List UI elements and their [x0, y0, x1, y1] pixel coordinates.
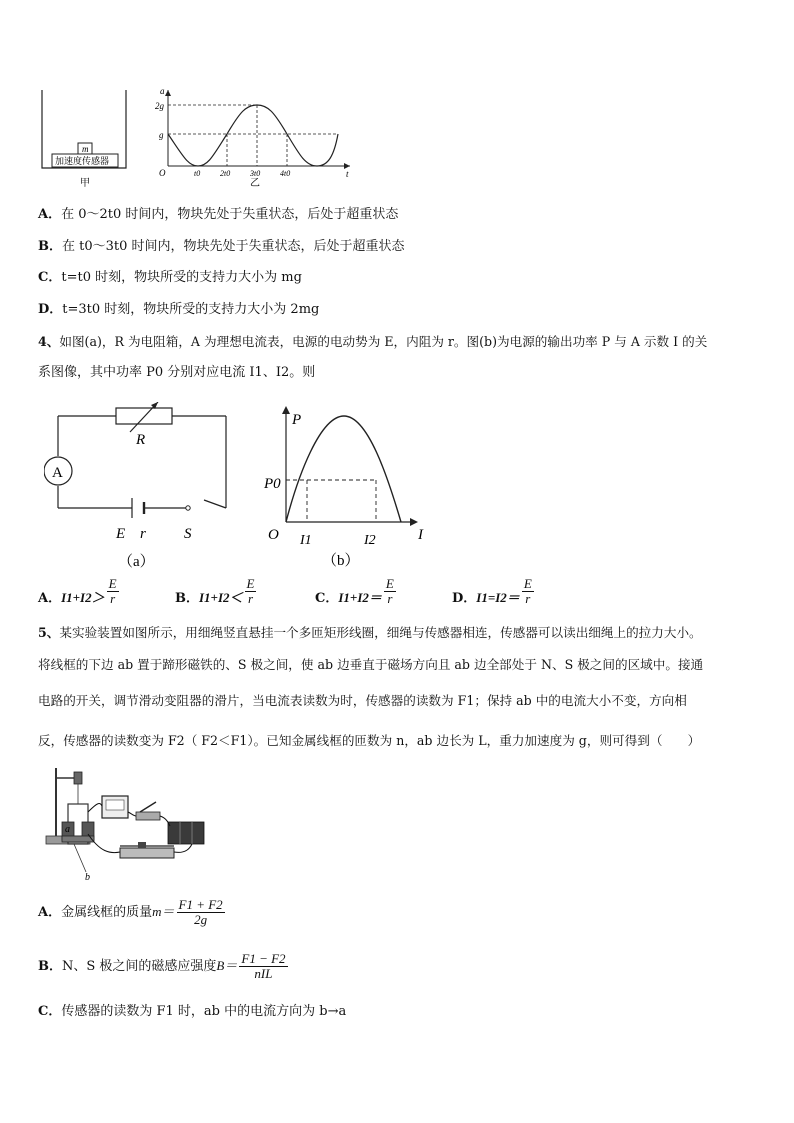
- svg-text:O: O: [159, 168, 166, 178]
- caption-jia: 甲: [80, 178, 90, 188]
- svg-text:S: S: [184, 526, 192, 542]
- q3-option-b: B．在 t0～3t0 时间内，物块先处于失重状态，后处于超重状态: [38, 239, 405, 254]
- figure-jia-yi: [38, 86, 368, 188]
- svg-text:3t0: 3t0: [250, 169, 261, 178]
- q4-stem-line2: 系图像，其中功率 P0 分别对应电流 I1、I2。则: [38, 365, 316, 380]
- svg-text:t: t: [346, 169, 349, 179]
- svg-text:A: A: [52, 465, 63, 481]
- svg-text:R: R: [136, 432, 146, 448]
- q3-option-c: C．t=t0 时刻，物块所受的支持力大小为 mg: [38, 270, 302, 285]
- svg-text:2t0: 2t0: [220, 169, 231, 178]
- svg-text:b: b: [85, 872, 90, 882]
- q3-option-a: A．在 0～2t0 时间内，物块先处于失重状态，后处于超重状态: [38, 207, 399, 222]
- svg-text:（a）: （a）: [118, 554, 155, 570]
- svg-text:E: E: [116, 526, 126, 542]
- svg-text:I2: I2: [364, 533, 376, 548]
- q4-option-c: C．I1+I2＝ $\frac{E}{r}$: [315, 576, 394, 606]
- svg-text:P: P: [292, 412, 302, 428]
- q3-option-d: D．t=3t0 时刻，物块所受的支持力大小为 2mg: [38, 302, 320, 317]
- svg-text:O: O: [268, 527, 279, 543]
- svg-text:P0: P0: [264, 476, 281, 492]
- svg-text:（b）: （b）: [322, 553, 360, 569]
- power-curve: [286, 416, 401, 522]
- q5-option-b: B．N、S 极之间的磁感应强度B＝ $\frac{F1 - F2}{\text{nIL}}$: [38, 951, 286, 981]
- svg-text:2g: 2g: [155, 101, 164, 111]
- svg-text:I1: I1: [300, 533, 312, 548]
- q4-stem-line1: 4、如图(a)，R 为电阻箱，A 为理想电流表，电源的电动势为 E，内阻为 r。图(b)为电源的输出功率 P 与 A 示数 I 的关: [38, 334, 708, 349]
- svg-text:r: r: [140, 526, 146, 542]
- svg-text:a: a: [65, 824, 70, 835]
- mass-label: m: [82, 144, 89, 154]
- svg-text:I: I: [418, 527, 423, 543]
- q5-option-a: A．金属线框的质量m＝ $\frac{F1 + F2}{2g}$: [38, 897, 223, 927]
- svg-text:a: a: [160, 86, 165, 96]
- q4-option-d: D．I1=I2＝ $\frac{E}{r}$: [452, 576, 532, 606]
- acceleration-curve: [168, 105, 338, 166]
- q5-stem-line4: 反，传感器的读数变为 F2（ F2＜F1）。已知金属线框的匝数为 n，ab 边长为 L，重力加速度为 g，则可得到（ ）: [38, 733, 701, 748]
- svg-text:t0: t0: [194, 169, 201, 178]
- q5-stem-line1: 5、某实验装置如图所示，用细绳竖直悬挂一个多匝矩形线圈，细绳与传感器相连，传感器可以读出细绳上的拉力大小。: [38, 625, 702, 640]
- q5-stem-line3: 电路的开关，调节滑动变阻器的滑片，当电流表读数为时，传感器的读数为 F1；保持 ab 中的电流大小不变，方向相: [38, 693, 687, 708]
- q4-figure-b-graph: [258, 406, 438, 574]
- caption-yi: 乙: [250, 178, 260, 188]
- q5-stem-line2: 将线框的下边 ab 置于蹄形磁铁的、S 极之间，使 ab 边垂直于磁场方向且 ab 边全部处于 N、S 极之间的区域中。接通: [38, 657, 704, 672]
- q5-apparatus-figure: [40, 762, 220, 882]
- q4-option-a: A．I1+I2＞ $\frac{E}{r}$: [38, 576, 117, 606]
- figure-yi-graph: [155, 86, 350, 188]
- sensor-label: 加速度传感器: [55, 156, 110, 166]
- q4-option-b: B．I1+I2＜ $\frac{E}{r}$: [175, 576, 255, 606]
- q5-option-c: C．传感器的读数为 F1 时，ab 中的电流方向为 b→a: [38, 1004, 347, 1019]
- q4-figure-a-circuit: [44, 402, 244, 574]
- resistor-box: [116, 408, 172, 424]
- svg-text:g: g: [159, 130, 164, 140]
- figure-jia: [42, 90, 126, 188]
- svg-text:4t0: 4t0: [280, 169, 291, 178]
- q4-options: [38, 578, 598, 618]
